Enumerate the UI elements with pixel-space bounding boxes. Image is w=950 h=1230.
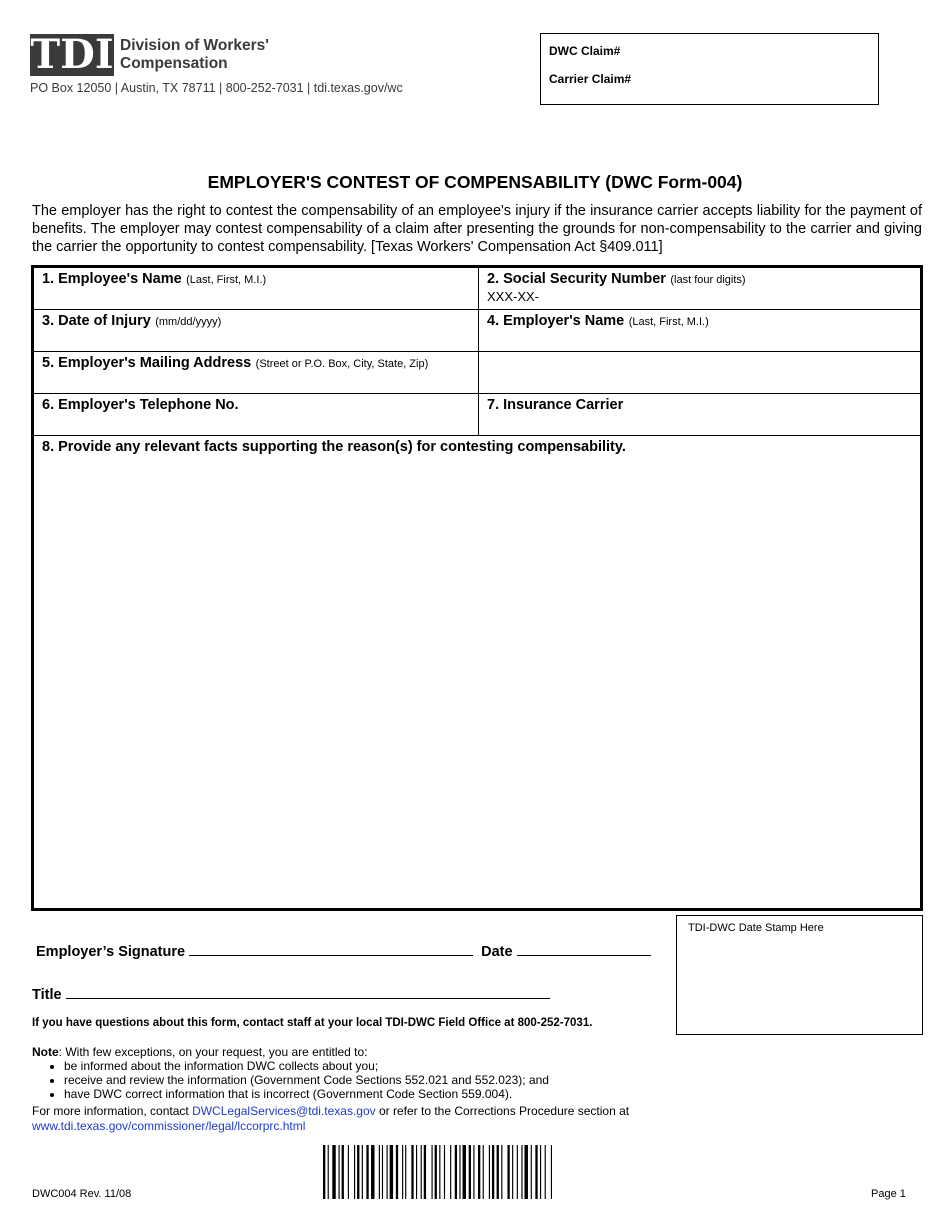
relevant-facts-label: 8. Provide any relevant facts supporting the reason(s) for contesting compensability. bbox=[42, 439, 626, 455]
field-date-of-injury[interactable] bbox=[34, 310, 479, 352]
corrections-procedure-link[interactable]: www.tdi.texas.gov/commissioner/legal/lccorprc.html bbox=[32, 1119, 306, 1133]
signature-row bbox=[36, 941, 651, 960]
page-number: Page 1 bbox=[871, 1188, 906, 1200]
title-line[interactable] bbox=[66, 984, 550, 999]
org-name: Division of Workers' Compensation bbox=[120, 37, 269, 72]
field-employer-name[interactable] bbox=[479, 310, 920, 352]
ssn-hint: (last four digits) bbox=[670, 274, 746, 286]
employer-name-hint: (Last, First, M.I.) bbox=[628, 316, 709, 328]
employer-telephone-label: 6. Employer's Telephone No. bbox=[42, 397, 239, 413]
note-list bbox=[32, 1059, 652, 1101]
mailing-address-hint: (Street or P.O. Box, City, State, Zip) bbox=[255, 358, 429, 370]
date-stamp-label: TDI-DWC Date Stamp Here bbox=[688, 922, 824, 934]
date-of-injury-hint: (mm/dd/yyyy) bbox=[155, 316, 222, 328]
claim-number-box bbox=[540, 33, 879, 105]
list-item: • receive and review the information (Government Code Sections 552.021 and 552.023); and bbox=[64, 1073, 652, 1087]
field-employee-name[interactable] bbox=[34, 268, 479, 310]
field-mailing-address[interactable] bbox=[34, 352, 920, 394]
privacy-note bbox=[32, 1045, 652, 1101]
more-info bbox=[32, 1104, 732, 1134]
carrier-claim-label[interactable]: Carrier Claim# bbox=[549, 72, 632, 86]
more-info-text: For more information, contact bbox=[32, 1104, 193, 1118]
field-relevant-facts[interactable] bbox=[34, 436, 920, 908]
employee-name-label: 1. Employee's Name bbox=[42, 271, 182, 287]
tdi-logo: TDI bbox=[30, 31, 114, 78]
legal-email-link[interactable]: DWCLegalServices@tdi.texas.gov bbox=[192, 1104, 376, 1118]
form-fields-table bbox=[31, 265, 923, 911]
note-intro: : With few exceptions, on your request, you are entitled to: bbox=[58, 1045, 368, 1059]
date-of-injury-label: 3. Date of Injury bbox=[42, 313, 151, 329]
barcode-image bbox=[323, 1145, 623, 1199]
date-stamp-box bbox=[676, 915, 923, 1035]
title-row bbox=[32, 984, 550, 1003]
ssn-label: 2. Social Security Number bbox=[487, 271, 666, 287]
title-label: Title bbox=[32, 987, 62, 1003]
employer-name-label: 4. Employer's Name bbox=[487, 313, 625, 329]
questions-contact: If you have questions about this form, contact staff at your local TDI-DWC Field Office at 800-252-7031. bbox=[32, 1017, 593, 1029]
ssn-value: XXX-XX- bbox=[487, 289, 540, 304]
more-info-text: or refer to the Corrections Procedure section at bbox=[375, 1104, 630, 1118]
employer-signature-line[interactable] bbox=[189, 941, 473, 956]
field-ssn[interactable] bbox=[479, 268, 920, 310]
field-insurance-carrier[interactable] bbox=[479, 394, 920, 436]
field-employer-telephone[interactable] bbox=[34, 394, 479, 436]
employee-name-hint: (Last, First, M.I.) bbox=[186, 274, 267, 286]
org-address: PO Box 12050 | Austin, TX 78711 | 800-252-7031 | tdi.texas.gov/wc bbox=[30, 81, 403, 95]
date-label: Date bbox=[481, 944, 513, 960]
list-item: • have DWC correct information that is incorrect (Government Code Section 559.004). bbox=[64, 1087, 652, 1101]
insurance-carrier-label: 7. Insurance Carrier bbox=[487, 397, 624, 413]
mailing-address-label: 5. Employer's Mailing Address bbox=[42, 355, 252, 371]
form-revision: DWC004 Rev. 11/08 bbox=[32, 1188, 132, 1200]
note-prefix: Note bbox=[32, 1045, 59, 1059]
date-line[interactable] bbox=[517, 941, 651, 956]
dwc-claim-label[interactable]: DWC Claim# bbox=[549, 44, 621, 58]
list-item: • be informed about the information DWC collects about you; bbox=[64, 1059, 652, 1073]
form-intro: The employer has the right to contest the compensability of an employee's injury if the insurance carrier accepts liability for the payment of benefits. The employer may contest compensability of a claim after presenting the grounds for non-compensability to the carrier and giving the carrier the opportunity to contest compensability. [Texas Workers' Compensation Act §409.011] bbox=[32, 203, 922, 255]
employer-signature-label: Employer’s Signature bbox=[36, 944, 186, 960]
form-title: EMPLOYER'S CONTEST OF COMPENSABILITY (DWC Form-004) bbox=[207, 172, 743, 192]
